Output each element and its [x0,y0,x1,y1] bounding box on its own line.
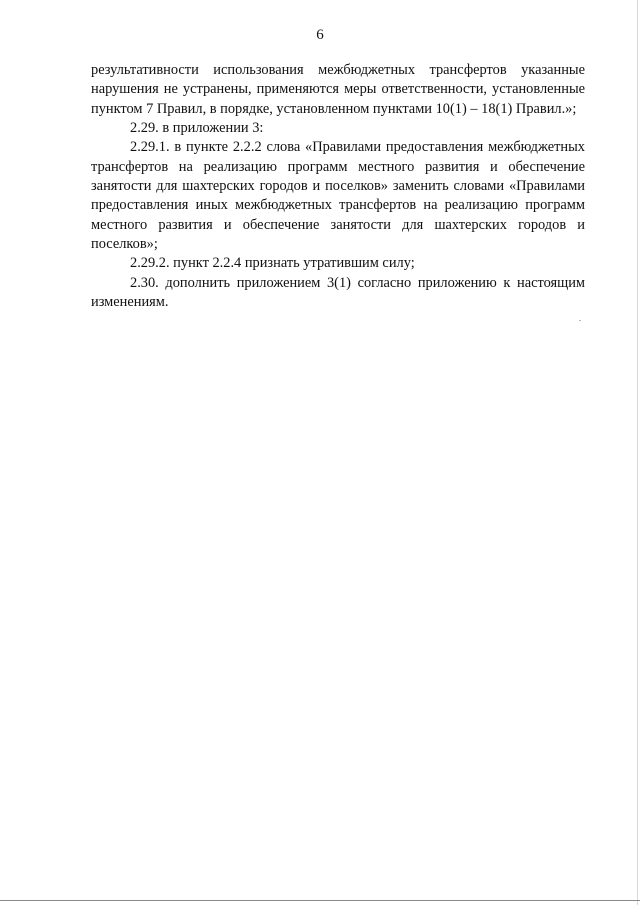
paragraph-continuation: результативности использования межбюджетных трансфертов указанные нарушения не устранены, применяются меры ответственности, установленные пунктом 7 Правил, в порядке, установленном пунктами 10(1) – 18(1) Правил.»; [91,62,585,117]
scan-speck [579,320,581,321]
page-number: 6 [316,27,324,43]
paragraph-2-30: 2.30. дополнить приложением 3(1) согласно приложению к настоящим изменениям. [91,274,585,311]
paragraph-2-29-1: 2.29.1. в пункте 2.2.2 слова «Правилами предоставления межбюджетных трансфертов на реализацию программ местного развития и обеспечение занятости для шахтерских городов и поселков» заменить словами «Правилами предоставления иных межбюджетных трансфертов на реализацию программ местного развития и обеспечение занятости для шахтерских городов и поселков»; [91,139,585,253]
scan-bottom-line [0,900,640,901]
paragraph-2-29-2: 2.29.2. пункт 2.2.4 признать утратившим силу; [130,255,415,272]
scan-edge-line [637,0,638,905]
paragraph-2-29: 2.29. в приложении 3: [130,120,264,137]
document-body [91,61,585,312]
